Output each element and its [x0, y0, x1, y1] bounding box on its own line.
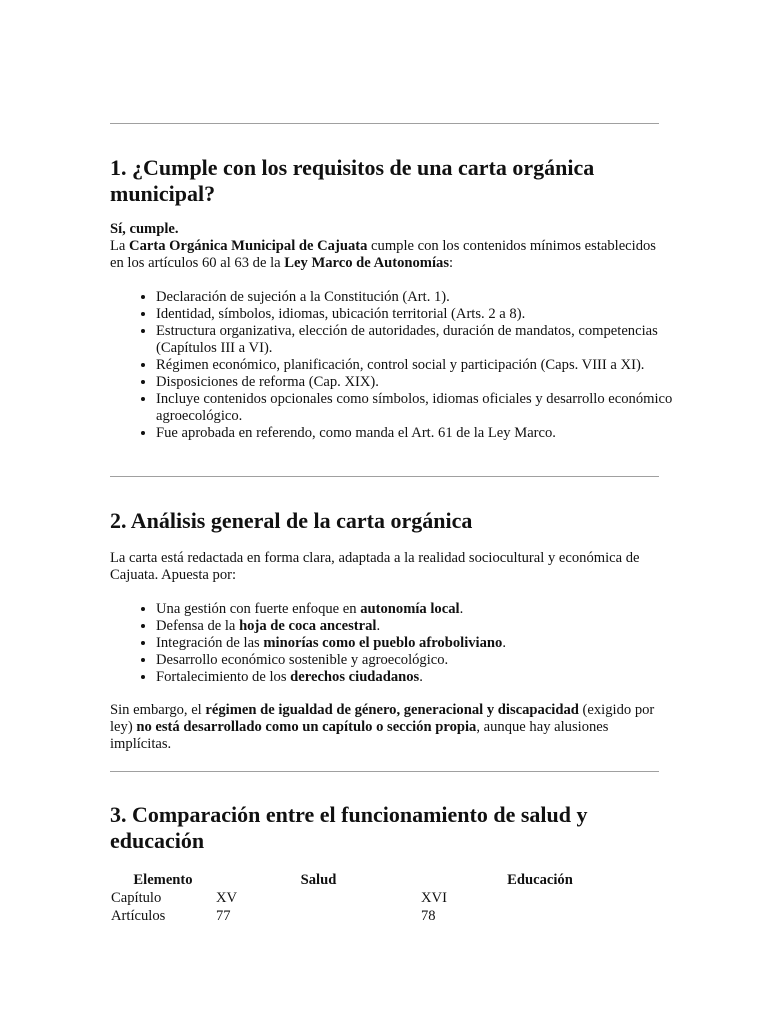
list-item: • Desarrollo económico sostenible y agroecológico. — [156, 652, 705, 669]
comparison-table — [110, 871, 659, 925]
carta-name: Carta Orgánica Municipal de Cajuata — [129, 238, 368, 254]
table-cell: 78 — [421, 908, 436, 924]
section-2-list — [110, 601, 705, 686]
table-cell: 77 — [216, 908, 231, 924]
list-item: • Integración de las minorías como el pueblo afroboliviano. — [156, 635, 705, 652]
table-cell: Artículos — [111, 908, 166, 924]
section-2-heading: 2. Análisis general de la carta orgánica — [110, 508, 473, 533]
section-1-answer — [110, 221, 659, 238]
section-1-list — [110, 289, 705, 442]
section-3-heading: 3. Comparación entre el funcionamiento de salud y educación — [110, 802, 588, 853]
table-cell: XVI — [421, 890, 447, 906]
list-item: • Estructura organizativa, elección de autoridades, duración de mandatos, competencias (Capítulos III a VI). — [156, 323, 705, 357]
column-header: Salud — [300, 872, 337, 888]
answer-text: Sí, cumple. — [110, 221, 179, 237]
list-item: • Disposiciones de reforma (Cap. XIX). — [156, 374, 705, 391]
list-item: • Una gestión con fuerte enfoque en autonomía local. — [156, 601, 705, 618]
column-header: Elemento — [133, 872, 193, 888]
divider-1 — [110, 476, 659, 477]
list-item: • Identidad, símbolos, idiomas, ubicación territorial (Arts. 2 a 8). — [156, 306, 705, 323]
table-cell: Capítulo — [111, 890, 162, 906]
divider-top — [110, 123, 659, 124]
section-1-intro: La Carta Orgánica Municipal de Cajuata cumple con los contenidos mínimos establecidos en los artículos 60 al 63 de la Ley Marco de Autonomías: — [110, 238, 656, 271]
list-item: • Fortalecimiento de los derechos ciudadanos. — [156, 669, 705, 686]
list-item: • Fue aprobada en referendo, como manda el Art. 61 de la Ley Marco. — [156, 425, 705, 442]
section-1-heading: 1. ¿Cumple con los requisitos de una carta orgánica municipal? — [110, 155, 595, 206]
divider-2 — [110, 771, 659, 772]
section-2-intro: La carta está redactada en forma clara, adaptada a la realidad sociocultural y económica de Cajuata. Apuesta por: — [110, 550, 640, 583]
table-cell: XV — [216, 890, 238, 906]
table-row — [110, 889, 659, 907]
list-item: • Incluye contenidos opcionales como símbolos, idiomas oficiales y desarrollo económico agroecológico. — [156, 391, 705, 425]
table-header-row — [110, 871, 659, 889]
ley-marco-name: Ley Marco de Autonomías — [284, 255, 449, 271]
list-item: • Régimen económico, planificación, control social y participación (Caps. VIII a XI). — [156, 357, 705, 374]
table-row — [110, 907, 659, 925]
list-item: • Defensa de la hoja de coca ancestral. — [156, 618, 705, 635]
section-2-closing: Sin embargo, el régimen de igualdad de género, generacional y discapacidad (exigido por ley) no está desarrollado como un capítulo o sección propia, aunque hay alusiones implícitas. — [110, 702, 655, 752]
column-header: Educación — [507, 872, 573, 888]
list-item: • Declaración de sujeción a la Constitución (Art. 1). — [156, 289, 705, 306]
